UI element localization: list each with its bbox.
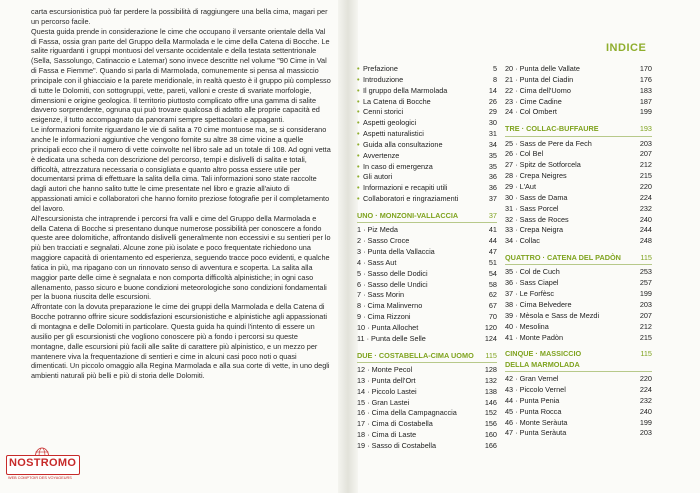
index-entry-page: 257 — [639, 278, 652, 288]
index-entry-label: 38 · Cima Belvedere — [505, 300, 572, 309]
index-entry-page: 232 — [639, 203, 652, 213]
bullet-icon: • — [357, 85, 360, 95]
index-entry-page: 199 — [639, 289, 652, 299]
index-entry-page: 70 — [488, 312, 497, 322]
index-entry-page: 212 — [639, 160, 652, 170]
index-entry-label: 23 · Cime Cadine — [505, 96, 562, 106]
index-entry-page: 224 — [639, 192, 652, 202]
bullet-icon: • — [357, 183, 360, 193]
bullet-icon: • — [357, 172, 360, 182]
index-entry-label: Introduzione — [363, 74, 404, 84]
page-gutter — [338, 0, 358, 493]
index-entry-label: In caso di emergenza — [363, 161, 433, 171]
index-entry-page: 41 — [488, 225, 497, 235]
bullet-icon: • — [357, 129, 360, 139]
section-page: 37 — [488, 210, 497, 220]
bullet-icon: • — [357, 64, 360, 73]
index-entry — [505, 267, 652, 278]
index-entry — [505, 385, 652, 396]
index-entry — [357, 172, 497, 183]
index-entry-label: 30 · Sass de Dama — [505, 192, 568, 202]
index-entry-label: 35 · Col de Cuch — [505, 267, 560, 277]
index-entry-page: 244 — [639, 225, 652, 235]
section-page: 193 — [639, 124, 652, 134]
index-entry-page: 26 — [488, 96, 497, 106]
section-rule — [357, 222, 497, 223]
index-entry-page: 62 — [488, 290, 497, 300]
index-entry — [357, 75, 497, 86]
index-entry-label: 17 · Cima di Costabella — [357, 419, 433, 429]
index-entry-page: 31 — [488, 129, 497, 139]
index-entry-page: 36 — [488, 183, 497, 193]
index-entry-page: 166 — [484, 440, 497, 450]
index-entry — [505, 160, 652, 171]
index-entry — [357, 140, 497, 151]
index-entry-page: 44 — [488, 236, 497, 246]
index-entry-label: 14 · Piccolo Lastei — [357, 386, 417, 396]
index-entry-page: 248 — [639, 236, 652, 246]
watermark-tagline: WEB COMPTOIR DES VOYAGEURS — [8, 476, 72, 480]
index-entry-label: Cenni storici — [363, 107, 404, 117]
index-entry-page: 224 — [639, 385, 652, 395]
index-entry-page: 183 — [639, 85, 652, 95]
index-entry-label: 18 · Cima di Laste — [357, 430, 417, 440]
section-title — [357, 211, 497, 221]
index-entry — [357, 290, 497, 301]
index-entry — [357, 183, 497, 194]
index-entry — [505, 428, 652, 439]
index-entry-page: 34 — [488, 139, 497, 149]
index-entry-label: 5 · Sasso delle Dodici — [357, 268, 428, 278]
index-entry — [505, 64, 652, 75]
index-entry-page: 215 — [639, 171, 652, 181]
index-entry — [357, 430, 497, 441]
index-entry-page: 207 — [639, 149, 652, 159]
index-entry-page: 8 — [492, 74, 497, 84]
index-entry — [505, 75, 652, 86]
index-entry — [357, 97, 497, 108]
index-entry — [505, 204, 652, 215]
index-entry — [357, 365, 497, 376]
watermark-logo — [6, 447, 78, 487]
index-entry-label: La Catena di Bocche — [363, 96, 431, 106]
index-entry — [357, 280, 497, 291]
section-title-text: UNO · MONZONI-VALLACCIA — [357, 210, 459, 220]
index-entry-label: Guida alla consultazione — [363, 139, 443, 149]
paragraph: Affrontate con la dovuta preparazione le cime dei gruppi della Marmolada e della Catena di Bocche potranno offrire sicure soddisfazioni escursionistiche e alpinistiche agli appassionati di montagna e delle Dolomiti in particolare. Questa guida ha quindi l'intento di essere un ausilio per gli escursionisti che vogliono conoscere più a fondo i percorsi su queste montagne, dalle escursioni più facili alle salite di carattere più alpinistico, e un mezzo per mantenere viva la frequentazione di sentieri e cime in alcuni casi poco noti o quasi dimenticati. Un piccolo omaggio alla Regina Marmolada e alla sua corte di vette, in uno degli ambienti naturali più belli e più di storia delle Dolomiti. — [31, 302, 330, 381]
index-entry-page: 203 — [639, 300, 652, 309]
index-entry — [505, 139, 652, 150]
index-entry-page: 47 — [488, 247, 497, 257]
bullet-icon: • — [357, 96, 360, 106]
index-entry-label: 32 · Sass de Roces — [505, 214, 569, 224]
index-entry — [505, 225, 652, 236]
index-entry-label: 28 · Crepa Neigres — [505, 171, 567, 181]
index-entry — [357, 64, 497, 75]
index-entry-label: 7 · Sass Morin — [357, 290, 405, 300]
index-entry — [357, 236, 497, 247]
index-entry — [505, 236, 652, 247]
paragraph: All'escursionista che intraprende i percorsi fra valli e cime del Gruppo della Marmolada e della Catena di Bocche si presentano dunque numerose possibilità per conoscere a fondo queste aree dolomitiche, affrontando dislivelli generalmente non eccessivi e su sentieri per lo più ben tracciati e segnalati. Alcune zone più isolate e poco frequentate richiedono una maggiore capacità di orientamento ed esperienza, seguendo tracce poco evidenti, e qualche fatica in più, ma ripagano con un rinnovato senso di avventura e scoperta. La salita alla maggior parte delle cime è segnalata e non comporta difficoltà alpinistiche; in ogni caso allenamento, passo sicuro e buone condizioni meteorologiche sono condizioni fondamentali per la buona riuscita delle escursioni. — [31, 213, 331, 302]
index-entry-label: 21 · Punta del Ciadin — [505, 74, 574, 84]
index-entry-page: 58 — [488, 279, 497, 289]
paragraph: Le informazioni fornite riguardano le vie di salita a 70 cime montuose ma, se si considerano anche le informazioni aggiuntive che vengono fornite su altre 38 cime vicine a quelle principali ecco che il numero di vette coinvolte nel libro sale ad un totale di 108. Ad ogni vetta è dedicata una scheda con descrizione del percorso, tempi e dislivelli di salita e totali, difficoltà, attrezzatura necessaria o consigliata e quanto altro possa essere utile per documentarsi prima di effettuare la salita della cima. Tali informazioni sono state raccolte dagli autori che hanno salito tutte le cime presentate nel libro e grazie all'aiuto di appassionati amici e collaboratori che hanno fornito preziose fotografie per il completamento del lavoro. — [31, 125, 331, 213]
index-entry-page: 29 — [488, 107, 497, 117]
index-entry-label: 42 · Gran Vernel — [505, 374, 559, 384]
index-entry — [505, 322, 652, 333]
index-entry-page: 253 — [639, 267, 652, 277]
index-entry-label: Informazioni e recapiti utili — [363, 183, 448, 193]
index-entry-page: 138 — [484, 386, 497, 396]
index-entry — [357, 162, 497, 173]
index-entry-label: 8 · Cima Malinverno — [357, 301, 423, 311]
index-entry — [357, 194, 497, 205]
index-entry — [505, 333, 652, 344]
index-entry-label: 10 · Punta Allochet — [357, 322, 419, 332]
bullet-icon: • — [357, 107, 360, 117]
index-entry-page: 203 — [639, 138, 652, 148]
index-entry-label: Prefazione — [363, 64, 398, 73]
index-entry — [505, 278, 652, 289]
section-title-text: DUE · COSTABELLA-CIMA UOMO — [357, 350, 474, 360]
index-entry-label: 6 · Sasso delle Undici — [357, 279, 428, 289]
index-entry — [505, 86, 652, 97]
index-entry-label: 15 · Gran Lastei — [357, 397, 410, 407]
bullet-icon: • — [357, 139, 360, 149]
section-page: 115 — [485, 350, 497, 360]
index-entry — [357, 441, 497, 452]
index-entry-label: 47 · Punta Seràuta — [505, 428, 567, 438]
index-entry-page: 37 — [488, 194, 497, 204]
index-entry — [357, 408, 497, 419]
index-entry-page: 67 — [488, 301, 497, 311]
index-entry-page: 220 — [639, 374, 652, 384]
index-entry-page: 207 — [639, 310, 652, 320]
bullet-icon: • — [357, 118, 360, 128]
section-title-text: DELLA MARMOLADA — [505, 359, 580, 369]
index-entry-page: 160 — [484, 430, 497, 440]
index-entry-page: 35 — [488, 161, 497, 171]
index-entry-label: 46 · Monte Seràuta — [505, 417, 568, 427]
index-entry-page: 51 — [488, 257, 497, 267]
bullet-icon: • — [357, 194, 360, 204]
index-entry-page: 187 — [639, 96, 652, 106]
index-entry-label: Il gruppo della Marmolada — [363, 85, 448, 95]
section-rule — [505, 371, 652, 372]
index-entry-label: 24 · Col Ombert — [505, 107, 557, 117]
index-column-right — [505, 64, 652, 439]
index-entry-page: 54 — [488, 268, 497, 278]
index-entry-label: 34 · Collac — [505, 236, 540, 246]
bullet-icon: • — [357, 150, 360, 160]
watermark-name: NOSTROMO — [9, 457, 77, 469]
paragraph: Questa guida prende in considerazione le cime che occupano il versante orientale della Val di Fassa, ossia gran parte del Gruppo della Marmolada e le cime della Catena di Bocche. Le salite riguardanti i gruppi montuosi del versante occidentale e della testata settentrionale (Sella, Sassolungo, Catinaccio e Latemar) sono invece descritte nel volume "90 Cime in Val di Fassa e Fiemme". Quando si parla di Marmolada, comunemente si pensa al massiccio principale con il ghiacciaio e la parete meridionale, in realtà questo è il gruppo più complesso di tutte le Dolomiti, con sottogruppi, vette, pareti, valloni e creste di svariate morfologie, dimensioni e origine geologica. Il territorio piuttosto complicato offre una gamma di salite davvero sorprendente, ognuna qui può trovare qualcosa di adatto alle proprie capacità ed esigenze, il tutto accompagnato da panorami sempre spettacolari e appaganti. — [31, 26, 331, 125]
index-entry — [357, 225, 497, 236]
index-entry — [357, 376, 497, 387]
section-rule — [505, 136, 652, 137]
index-entry — [505, 107, 652, 118]
section-title-text: CINQUE · MASSICCIO — [505, 349, 582, 359]
index-entry-page: 146 — [484, 397, 497, 407]
index-entry-label: Aspetti geologici — [363, 118, 417, 128]
index-entry — [505, 149, 652, 160]
index-entry-label: Avvertenze — [363, 150, 400, 160]
section-title-text: QUATTRO · CATENA DEL PADÒN — [505, 253, 621, 263]
index-entry — [505, 171, 652, 182]
index-entry-label: 31 · Sass Porcel — [505, 203, 559, 213]
section-title — [505, 360, 652, 370]
index-entry-label: 16 · Cima della Campagnaccia — [357, 408, 457, 418]
index-entry-page: 35 — [488, 150, 497, 160]
bullet-icon: • — [357, 161, 360, 171]
index-entry-page: 212 — [639, 321, 652, 331]
index-entry-label: 44 · Punta Penia — [505, 395, 560, 405]
index-entry — [505, 182, 652, 193]
index-entry-label: 37 · Le Forfèsc — [505, 289, 555, 299]
index-entry-page: 156 — [484, 419, 497, 429]
index-entry-page: 240 — [639, 406, 652, 416]
index-entry-label: 39 · Mèsola e Sass de Mezdi — [505, 310, 600, 320]
index-entry-page: 124 — [484, 333, 497, 343]
index-entry — [357, 387, 497, 398]
index-entry — [357, 86, 497, 97]
index-entry-page: 30 — [488, 118, 497, 128]
index-entry-label: 11 · Punta delle Selle — [357, 333, 426, 343]
index-entry-label: 22 · Cima dell'Uomo — [505, 85, 571, 95]
index-entry — [357, 323, 497, 334]
index-entry — [357, 118, 497, 129]
index-entry — [357, 247, 497, 258]
index-entry — [505, 396, 652, 407]
index-entry-label: 27 · Spitz de Sotforcela — [505, 160, 581, 170]
index-column-left — [357, 64, 497, 452]
index-entry-page: 215 — [639, 332, 652, 342]
index-entry-page: 176 — [639, 74, 652, 84]
index-entry-page: 220 — [639, 182, 652, 191]
index-entry-label: 20 · Punta delle Vallate — [505, 64, 580, 73]
index-entry — [505, 407, 652, 418]
index-entry-label: 36 · Sass Ciapel — [505, 278, 559, 288]
index-entry — [357, 301, 497, 312]
index-entry — [357, 312, 497, 323]
index-entry-label: Aspetti naturalistici — [363, 129, 424, 139]
index-title: INDICE — [606, 42, 647, 54]
index-entry — [357, 258, 497, 269]
index-entry-label: 4 · Sass Aut — [357, 257, 397, 267]
index-entry-page: 240 — [639, 214, 652, 224]
section-title — [505, 124, 652, 134]
index-entry-page: 232 — [639, 395, 652, 405]
index-entry — [505, 300, 652, 311]
index-entry-page: 120 — [484, 322, 497, 332]
index-entry-label: 13 · Punta dell'Ort — [357, 375, 416, 385]
index-entry-page: 5 — [492, 64, 497, 73]
index-entry-label: 40 · Mesolina — [505, 321, 549, 331]
index-entry-label: Gli autori — [363, 172, 393, 182]
index-entry-page: 199 — [639, 107, 652, 117]
index-entry-label: 9 · Cima Rizzoni — [357, 312, 411, 322]
index-entry — [505, 374, 652, 385]
index-entry-page: 128 — [484, 365, 497, 375]
index-entry — [505, 193, 652, 204]
index-entry-page: 199 — [639, 417, 652, 427]
section-page: 115 — [640, 253, 652, 263]
index-entry-label: 19 · Sasso di Costabella — [357, 440, 437, 450]
index-entry — [505, 311, 652, 322]
index-entry-label: 12 · Monte Pecol — [357, 365, 413, 375]
index-entry — [357, 107, 497, 118]
index-entry — [357, 398, 497, 409]
index-entry-label: 3 · Punta della Vallaccia — [357, 247, 435, 257]
index-entry — [505, 97, 652, 108]
index-entry-page: 152 — [484, 408, 497, 418]
index-entry-page: 132 — [484, 375, 497, 385]
index-entry-label: Collaboratori e ringraziamenti — [363, 194, 459, 204]
index-entry — [357, 419, 497, 430]
index-entry — [505, 289, 652, 300]
bullet-icon: • — [357, 74, 360, 84]
index-entry-label: 33 · Crepa Neigra — [505, 225, 563, 235]
section-rule — [505, 264, 652, 265]
index-entry-label: 26 · Col Bel — [505, 149, 544, 159]
section-rule — [357, 362, 497, 363]
index-entry — [505, 215, 652, 226]
section-title — [505, 253, 652, 263]
index-entry-page: 170 — [639, 64, 652, 73]
index-entry-label: 29 · L'Aut — [505, 182, 537, 191]
section-title — [357, 351, 497, 361]
paragraph: carta escursionistica può far perdere la possibilità di raggiungere una bella cima, magari per un percorso facile. — [31, 7, 328, 26]
index-entry-label: 25 · Sass de Pere da Fech — [505, 138, 592, 148]
index-entry — [357, 334, 497, 345]
index-entry — [357, 129, 497, 140]
index-entry-page: 14 — [488, 85, 497, 95]
section-title-text: TRE · COLLAC-BUFFAURE — [505, 124, 599, 134]
index-entry-label: 43 · Piccolo Vernel — [505, 385, 566, 395]
index-entry-label: 2 · Sasso Croce — [357, 236, 410, 246]
left-page-text — [31, 7, 331, 381]
index-entry-label: 1 · Piz Meda — [357, 225, 398, 235]
section-page: 115 — [640, 349, 652, 359]
index-entry — [357, 269, 497, 280]
index-entry — [357, 151, 497, 162]
index-entry-label: 45 · Punta Rocca — [505, 406, 562, 416]
index-entry-page: 203 — [639, 428, 652, 438]
index-entry-page: 36 — [488, 172, 497, 182]
index-entry — [505, 418, 652, 429]
index-entry-label: 41 · Monte Padòn — [505, 332, 564, 342]
section-title — [505, 349, 652, 359]
